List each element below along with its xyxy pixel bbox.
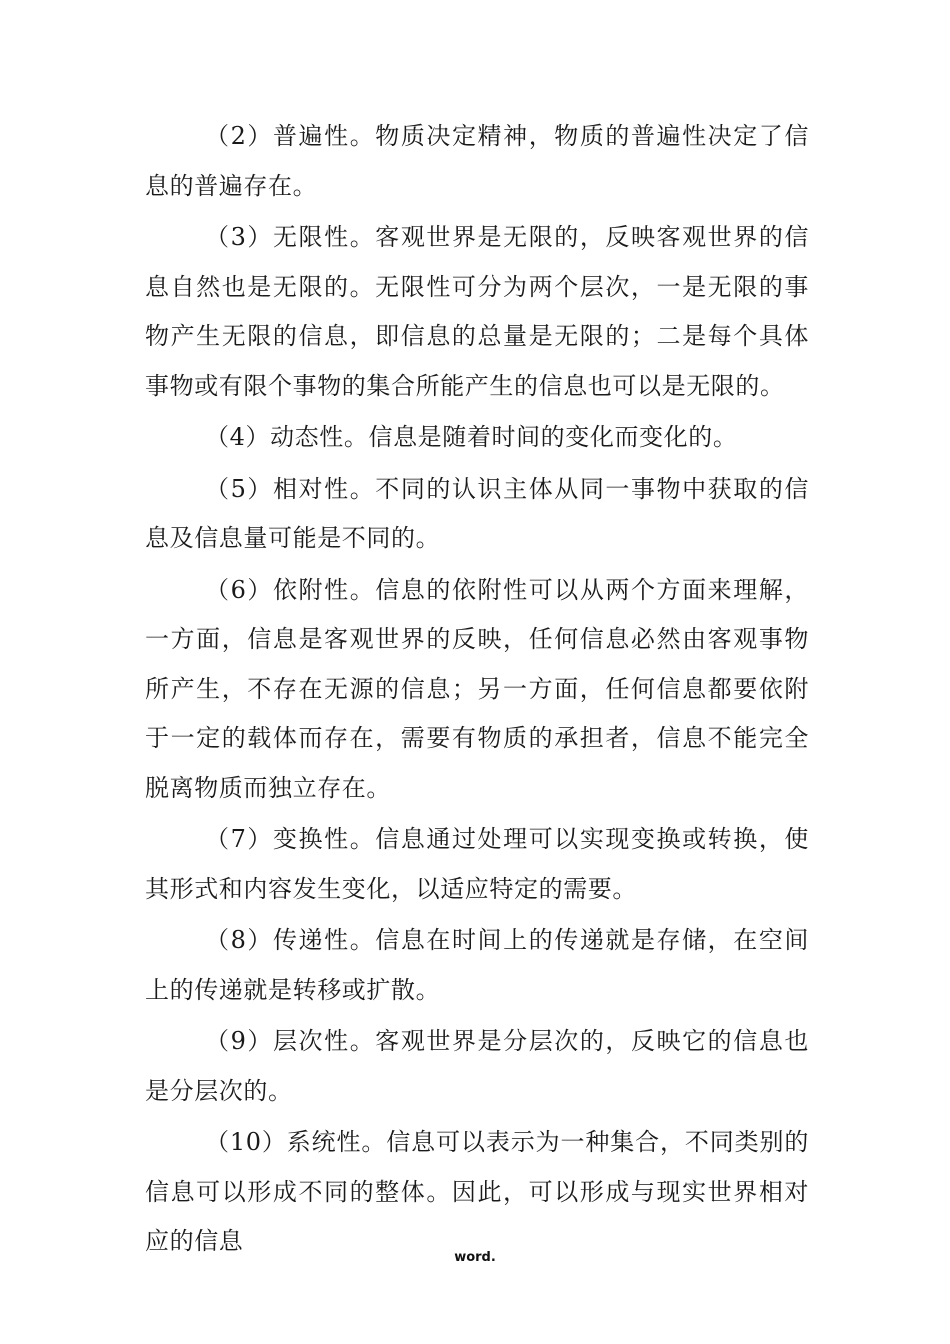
document-body (145, 112, 809, 1269)
page-footer: word. (454, 1250, 496, 1265)
paragraph-transformability: （7）变换性。信息通过处理可以实现变换或转换，使其形式和内容发生变化，以适应特定的需要。 (145, 825, 809, 903)
paragraph-transmissibility: （8）传递性。信息在时间上的传递就是存储，在空间上的传递就是转移或扩散。 (145, 926, 809, 1004)
paragraph-hierarchy: （9）层次性。客观世界是分层次的，反映它的信息也是分层次的。 (145, 1027, 809, 1105)
paragraph-systematicity: （10）系统性。信息可以表示为一种集合，不同类别的信息可以形成不同的整体。因此，可以形成与现实世界相对应的信息 (145, 1128, 809, 1255)
paragraph-dynamism: （4）动态性。信息是随着时间的变化而变化的。 (205, 423, 738, 451)
paragraph-infinity: （3）无限性。客观世界是无限的，反映客观世界的信息自然也是无限的。无限性可分为两个层次，一是无限的事物产生无限的信息，即信息的总量是无限的；二是每个具体事物或有限个事物的集合所能产生的信息也可以是无限的。 (145, 223, 809, 400)
paragraph-relativity: （5）相对性。不同的认识主体从同一事物中获取的信息及信息量可能是不同的。 (145, 474, 809, 552)
paragraph-universality: （2）普遍性。物质决定精神，物质的普遍性决定了信息的普遍存在。 (145, 122, 809, 200)
paragraph-dependency: （6）依附性。信息的依附性可以从两个方面来理解，一方面，信息是客观世界的反映，任何信息必然由客观事物所产生，不存在无源的信息；另一方面，任何信息都要依附于一定的载体而存在，需要有物质的承担者，信息不能完全脱离物质而独立存在。 (145, 575, 809, 802)
